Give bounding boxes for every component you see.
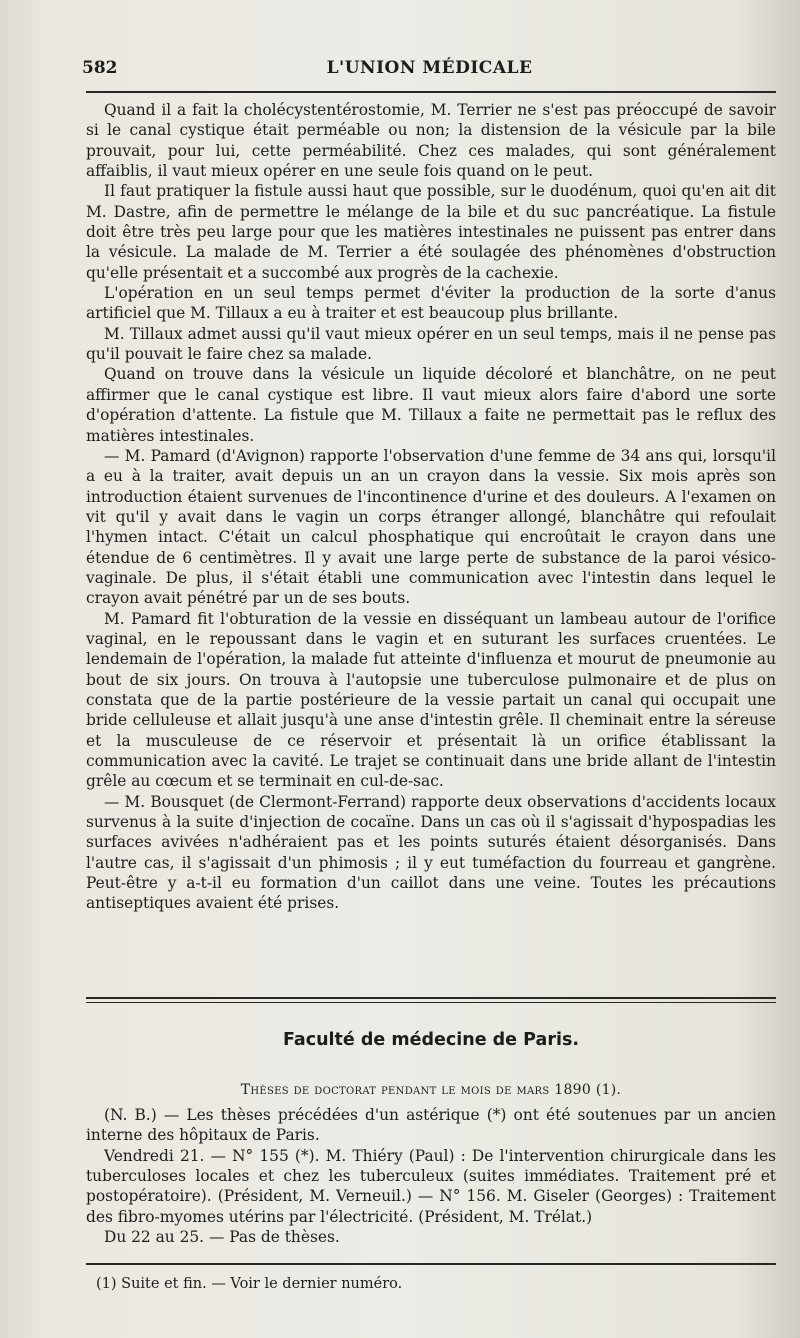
header-rule — [86, 91, 776, 93]
section-rule-top — [86, 997, 776, 999]
paragraph: — M. Bousquet (de Clermont-Ferrand) rapporte deux observations d'accidents locaux survenus à la suite d'injection de cocaïne. Dans un cas où il s'agissait d'hypospadias les surfaces avivées n'adhéraient pas et les points suturés étaient désorganisés. Dans l'autre cas, il s'agissait d'un phimosis ; il y eut tuméfaction du fourreau et gangrène. Peut-être y a-t-il eu formation d'un caillot dans une veine. Toutes les précautions antiseptiques avaient été prises. — [86, 792, 776, 913]
paragraph: (N. B.) — Les thèses précédées d'un astérique (*) ont été soutenues par un ancien interne des hôpitaux de Paris. — [86, 1106, 776, 1145]
paragraph: Il faut pratiquer la fistule aussi haut que possible, sur le duodénum, quoi qu'en ait dit M. Dastre, afin de permettre le mélange de la bile et du suc pancréatique. La fistule doit être très peu large pour que les matières intestinales ne puissent pas entrer dans la vésicule. La malade de M. Terrier a été soulagée des phénomènes d'obstruction qu'elle présentait et a succombé aux progrès de la cachexie. — [86, 182, 776, 282]
paragraph: M. Tillaux admet aussi qu'il vaut mieux opérer en un seul temps, mais il ne pense pas qu'il pouvait le faire chez sa malade. — [86, 324, 776, 364]
journal-title: L'UNION MÉDICALE — [326, 58, 533, 78]
section-subtitle: Thèses de doctorat pendant le mois de mars 1890 (1). — [240, 1082, 622, 1098]
page-number: 582 — [82, 58, 118, 78]
article-body — [86, 100, 776, 914]
section-body — [86, 1105, 776, 1247]
paragraph: M. Pamard fit l'obturation de la vessie en disséquant un lambeau autour de l'orifice vaginal, en le repoussant dans le vagin et en suturant les surfaces cruentées. Le lendemain de l'opération, la malade fut atteinte d'influenza et mourut de pneumonie au bout de six jours. On trouva à l'autopsie une tuberculose pulmonaire et de plus on constata que de la partie postérieure de la vessie partait un canal qui occupait une bride celluleuse et allait jusqu'à une anse d'intestin grêle. Il cheminait entre la séreuse et la musculeuse de ce réservoir et présentait là un orifice établissant la communication avec la cavité. Le trajet se continuait dans une bride allant de l'intestin grêle au cœcum et se terminait en cul-de-sac. — [86, 609, 776, 791]
paragraph: — M. Pamard (d'Avignon) rapporte l'observation d'une femme de 34 ans qui, lorsqu'il a eu à la traiter, avait depuis un an un crayon dans la vessie. Six mois après son introduction étaient survenues de l'incontinence d'urine et des douleurs. A l'examen on vit qu'il y avait dans le vagin un corps étranger allongé, blanchâtre qui refoulait l'hymen intact. C'était un calcul phosphatique qui encroûtait le crayon dans une étendue de 6 centimètres. Il y avait une large perte de substance de la paroi vésico-vaginale. De plus, il s'était établi une communication avec l'intestin dans lequel le crayon avait pénétré par un de ses bouts. — [86, 446, 776, 608]
footnote: (1) Suite et fin. — Voir le dernier numéro. — [96, 1276, 403, 1292]
paragraph: Du 22 au 25. — Pas de thèses. — [104, 1228, 340, 1247]
page-header — [82, 58, 777, 84]
section-title: Faculté de médecine de Paris. — [282, 1030, 580, 1050]
footnote-rule — [86, 1263, 776, 1265]
paragraph: Quand il a fait la cholécystentérostomie, M. Terrier ne s'est pas préoccupé de savoir si le canal cystique était perméable ou non; la distension de la vésicule par la bile prouvait, pour lui, cette perméabilité. Chez ces malades, qui sont généralement affaiblis, il vaut mieux opérer en une seule fois quand on le peut. — [86, 101, 776, 181]
paragraph: Vendredi 21. — N° 155 (*). M. Thiéry (Paul) : De l'intervention chirurgicale dans les tuberculoses locales et chez les tuberculeux (suites immédiates. Traitement pré et postopératoire). (Président, M. Verneuil.) — N° 156. M. Giseler (Georges) : Traitement des fibro-myomes utérins par l'électricité. (Président, M. Trélat.) — [86, 1146, 776, 1226]
section-rule-inner — [86, 1002, 776, 1003]
paragraph: L'opération en un seul temps permet d'éviter la production de la sorte d'anus artificiel que M. Tillaux a eu à traiter et est beaucoup plus brillante. — [86, 284, 776, 323]
paragraph: Quand on trouve dans la vésicule un liquide décoloré et blanchâtre, on ne peut affirmer que le canal cystique est libre. Il vaut mieux alors faire d'abord une sorte d'opération d'attente. La fistule que M. Tillaux a faite ne permettait pas le reflux des matières intestinales. — [86, 365, 776, 445]
